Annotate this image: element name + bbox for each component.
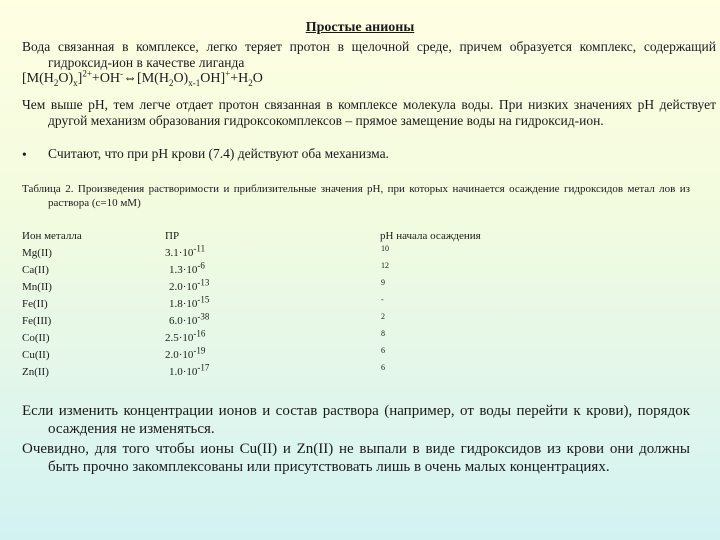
pr-cell: $1.8\cdot 10^{-15}$ — [169, 294, 210, 310]
ph-cell: 6 — [381, 346, 385, 355]
pr-cell: $1.3\cdot 10^{-6}$ — [169, 260, 205, 276]
ph-cell: 10 — [381, 244, 389, 253]
pr-cell: $6.0\cdot 10^{-38}$ — [169, 311, 210, 327]
closing-paragraph-1: Если изменить концентрации ионов и состав раствора (например, от воды перейти к крови), порядок осаждения не изменяться. — [22, 403, 690, 437]
pr-cell: $3.1\cdot 10^{-11}$ — [165, 243, 206, 259]
ion-cell: Zn(II) — [22, 366, 49, 378]
pr-column — [165, 228, 209, 381]
ion-cell: Fe(II) — [22, 298, 48, 310]
table-caption: Таблица 2. Произведения растворимости и приблизительные значения pH, при которых начинается осаждение гидроксидов метал лов из раствора (c=10 мМ) — [22, 183, 690, 209]
ph-cell: 12 — [381, 261, 389, 270]
pr-cell: $2.0\cdot 10^{-13}$ — [169, 277, 210, 293]
ion-cell: Fe(III) — [22, 315, 52, 327]
ph-cell: 9 — [381, 278, 385, 287]
ion-column — [22, 228, 82, 381]
ph-header: pH начала осаждения — [380, 230, 481, 242]
complex-equation: $[M(H_2O)_x]^{2+}+OH^-\Leftrightarrow[M(H_2O)_{x-1}OH]^++H_2O$ — [22, 68, 263, 88]
closing-paragraph-2: Очевидно, для того чтобы ионы Cu(II) и Zn(II) не выпали в виде гидроксидов из крови они должны быть прочно закомплексованы или присутствовать лишь в очень малых концентрациях. — [22, 441, 690, 475]
ph-cell: 6 — [381, 363, 385, 372]
intro-paragraph: Вода связанная в комплексе, легко теряет протон в щелочной среде, причем образуется комплекс, содержащий гидроксид-ион в качестве лиганда — [22, 39, 716, 70]
header-ion: Ион металла — [22, 230, 82, 242]
ion-cell: Ca(II) — [22, 264, 49, 276]
bullet-item: Считают, что при pH крови (7.4) действуют оба механизма. — [48, 146, 389, 161]
ph-cell: 8 — [381, 329, 385, 338]
pr-cell: $2.5\cdot 10^{-16}$ — [165, 328, 206, 344]
bullet-icon: • — [22, 147, 27, 162]
pr-cell: $2.0\cdot 10^{-19}$ — [165, 345, 206, 361]
ph-cell: - — [381, 295, 384, 304]
slide-title: Простые анионы — [305, 20, 415, 35]
ph-column — [381, 240, 389, 376]
pr-cell: $1.0\cdot 10^{-17}$ — [169, 362, 210, 378]
ion-cell: Mn(II) — [22, 281, 52, 293]
ion-cell: Cu(II) — [22, 349, 50, 361]
ph-cell: 2 — [381, 312, 385, 321]
ion-cell: Mg(II) — [22, 247, 52, 259]
header-pr: ПР — [165, 230, 180, 242]
ph-mechanism-paragraph: Чем выше pH, тем легче отдает протон связанная в комплексе молекула воды. При низких значениях pH действует другой механизм образования гидроксокомплексов – прямое замещение воды на гидроксид-ион. — [22, 97, 716, 128]
equilibrium-arrow-icon: ⇔ — [123, 71, 138, 86]
ion-cell: Co(II) — [22, 332, 50, 344]
